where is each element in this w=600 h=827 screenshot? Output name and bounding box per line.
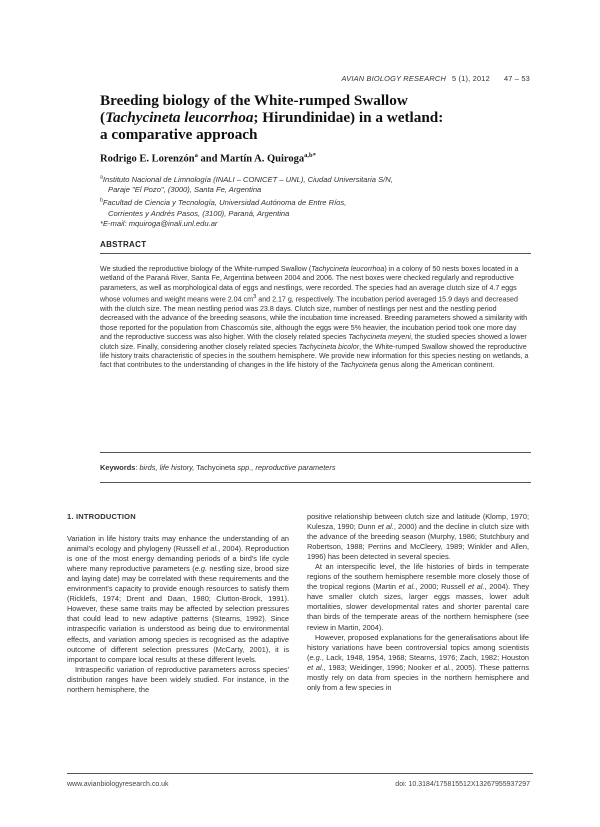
intro-paragraph-2: Intraspecific variation of reproductive parameters across species' distribution ranges have been widely studied. For instance, in the northern hemisphere, the <box>67 664 289 694</box>
abstract-text-1: We studied the reproductive biology of the White-rumped Swallow ( <box>100 265 312 273</box>
author-list <box>100 152 316 165</box>
body-column-right <box>307 512 529 693</box>
abstract-species-1: Tachycineta leucorrhoa <box>311 265 385 273</box>
intro-p1-it1: et al. <box>202 544 219 554</box>
intro-r1-a: positive relationship between clutch size and latitude (Klomp, 1970; Kulesza, 1990; Dunn <box>307 512 529 532</box>
abstract-text-3: and 2.17 g, respectively. The incubation period averaged 15.9 days and decreased with the clutch size. The mean nestling period was 23.8 days. Clutch size, number of nestlings per nest and the nestling period decreased with the advance of the breeding seasons, while the incubation time increased. Breeding parameters showed a similarity with those reported for the population from Chascomús site, although the eggs were 5% heavier, the incubation period took one more day and the reproductive success was also higher. With the closely related species <box>100 295 528 342</box>
intro-r3-b: , Lack, 1948, 1954, 1968; Stearns, 1976; Zach, 1982; Houston <box>321 652 529 662</box>
article-title <box>100 92 520 143</box>
author-1: Rodrigo E. Lorenzón <box>100 153 195 165</box>
keywords-2: Tachycineta <box>194 463 238 472</box>
abstract-text-6: genus along the American continent. <box>377 361 495 370</box>
abstract-body <box>100 265 530 371</box>
journal-website-link[interactable]: www.avianbiologyresearch.co.uk <box>67 781 169 788</box>
abstract-text-2: ) in a colony of 50 nests boxes located in a wetland of the Paraná River, Santa Fe, Argentina between 2004 and 2006. The nest boxes were checked regularly and reproductive parameters, as well as morphological data of eggs and nestlings, were recorded. The species had an average clutch size of 4.7 eggs whose volumes and weight means were 2.04 cm <box>100 265 519 304</box>
abstract-heading: ABSTRACT <box>100 240 147 249</box>
intro-p1-a: Variation in life history traits may enhance the understanding of an animal's ecology and phylogeny (Russell <box>67 534 289 554</box>
title-line-2-pre: ( <box>100 109 106 126</box>
keywords-label: Keywords <box>100 463 136 472</box>
intro-p1-it2: e.g. <box>194 564 207 574</box>
intro-p1-b: , 2004). Reproduction is one of the most energy demanding periods of a bird's life cycle where many reproductive parameters ( <box>67 544 289 574</box>
intro-r2-a: At an interspecific level, the life histories of birds in temperate regions of the southern hemisphere resemble more closely those of the tropical regions (Martin <box>307 562 529 592</box>
affiliation-a <box>100 175 393 184</box>
keywords-colon: : <box>135 463 140 472</box>
intro-paragraph-3 <box>307 562 529 632</box>
journal-name: AVIAN BIOLOGY RESEARCH <box>341 74 446 83</box>
affiliation-b-line-1: Facultad de Ciencia y Tecnología, Universidad Autónoma de Entre Ríos, <box>102 198 347 208</box>
intro-r2-b: , 2000; Russell <box>415 582 468 592</box>
keywords <box>100 463 530 472</box>
intro-r3-it1: e.g. <box>309 652 322 662</box>
title-line-1: Breeding biology of the White-rumped Swallow <box>100 92 408 109</box>
affiliation-b-line-2: Corrientes y Andrés Pasos, (3100), Paraná, Argentina <box>108 208 290 218</box>
intro-r1-b: , 2000) and the decline in clutch size with the advance of the breeding season (Murphy, 1986; Stutchbury and Robertson, 1988; Perrins and McCleery, 1989; Winkler and Allen, 1996) has been detected in several species. <box>307 522 530 562</box>
intro-r1-it1: et al. <box>377 522 394 532</box>
intro-r3-it3: et al. <box>434 662 452 672</box>
intro-paragraph-4 <box>307 633 529 693</box>
abstract-unit-sup: 3 <box>253 294 257 301</box>
intro-paragraph-2-cont <box>307 512 529 562</box>
corresponding-email: *E-mail: mquiroga@inali.unl.edu.ar <box>100 219 218 229</box>
section-heading-introduction: 1. INTRODUCTION <box>67 512 136 521</box>
footer-rule <box>67 773 533 774</box>
abstract-bottom-rule <box>100 452 531 453</box>
author-2-affil: a,b* <box>304 152 316 159</box>
intro-r3-a: However, proposed explanations for the generalisations about life history variations have been controversial topics among scientists ( <box>307 632 529 662</box>
abstract-top-rule <box>100 253 531 254</box>
body-column-left <box>67 512 289 695</box>
title-line-2-post: ; Hirundinidae) in a wetland: <box>253 109 444 126</box>
affiliations <box>100 172 500 230</box>
abstract-text-4: , the studied species showed a lower clutch size. Finally, considering another closely related species <box>100 333 527 351</box>
affiliation-a-marker: a <box>100 174 103 180</box>
intro-p1-c: nestling size, brood size and laying date) may be correlated with these requirements and the environment's capacity to provide enough resources to satisfy them (Ricklefs, 1974; Drent and Daan, 1980; Clutton-Brock, 1991). However, these same traits may be affected by selection pressures that could lead to new adaptive patterns (Stearns, 1992). Since intraspecific variation is understood as being due to environmental effects, and variation among species is recognised as the adaptive outcome of different selection pressures (McCarty, 2001), it is important to compare local results at these different levels. <box>67 564 290 664</box>
author-2: Martín A. Quiroga <box>220 153 305 165</box>
title-line-3: a comparative approach <box>100 126 258 143</box>
abstract-species-3: Tachycineta bicolor <box>298 342 360 351</box>
page-range: 47 – 53 <box>503 74 530 83</box>
keywords-1: birds, life history, <box>139 463 195 472</box>
intro-paragraph-1 <box>67 534 289 665</box>
abstract-text-5: , the White-rumped Swallow showed the reproductive life history traits characteristic of species in the southern hemisphere. We provide new information for this species nesting on wetlands, a fact that contributes to the understanding of changes in the life history of the <box>100 342 529 370</box>
keywords-rule <box>100 482 531 483</box>
intro-r3-d: , 2005). These patterns mostly rely on data from species in the northern hemisphere and only from a few species in <box>307 662 530 692</box>
journal-volume: 5 (1), 2012 <box>451 74 490 83</box>
keywords-3: spp., reproductive parameters <box>237 463 336 472</box>
intro-r2-it2: et al. <box>467 582 485 592</box>
intro-r3-c: , 1983; Weidinger, 1996; Nooker <box>323 662 435 672</box>
doi-link[interactable]: doi: 10.3184/175815512X13267955937297 <box>395 781 530 788</box>
intro-r2-it1: et al. <box>398 582 416 592</box>
author-1-affil: a <box>194 152 198 159</box>
abstract-species-2: Tachycineta meyeni <box>348 333 411 342</box>
intro-r3-it2: et al. <box>307 662 324 672</box>
abstract-genus: Tachycineta <box>340 361 378 370</box>
author-separator: and <box>197 153 221 165</box>
affiliation-b <box>100 198 346 207</box>
running-head <box>342 74 531 83</box>
affiliation-b-marker: b <box>100 197 103 204</box>
intro-r2-c: , 2004). They have smaller clutch sizes, larger eggs masses, lower adult mortalities, slower developmental rates and shorter parental care than birds of the temperate areas of the northern hemisphere (see review in Martin, 2004). <box>307 582 530 632</box>
affiliation-a-line-2: Paraje "El Pozo", (3000), Santa Fe, Argentina <box>108 185 262 195</box>
title-species-name: Tachycineta leucorrhoa <box>105 109 254 126</box>
affiliation-a-line-1: Instituto Nacional de Limnología (INALI – CONICET – UNL), Ciudad Universitaria S/N, <box>102 174 393 184</box>
